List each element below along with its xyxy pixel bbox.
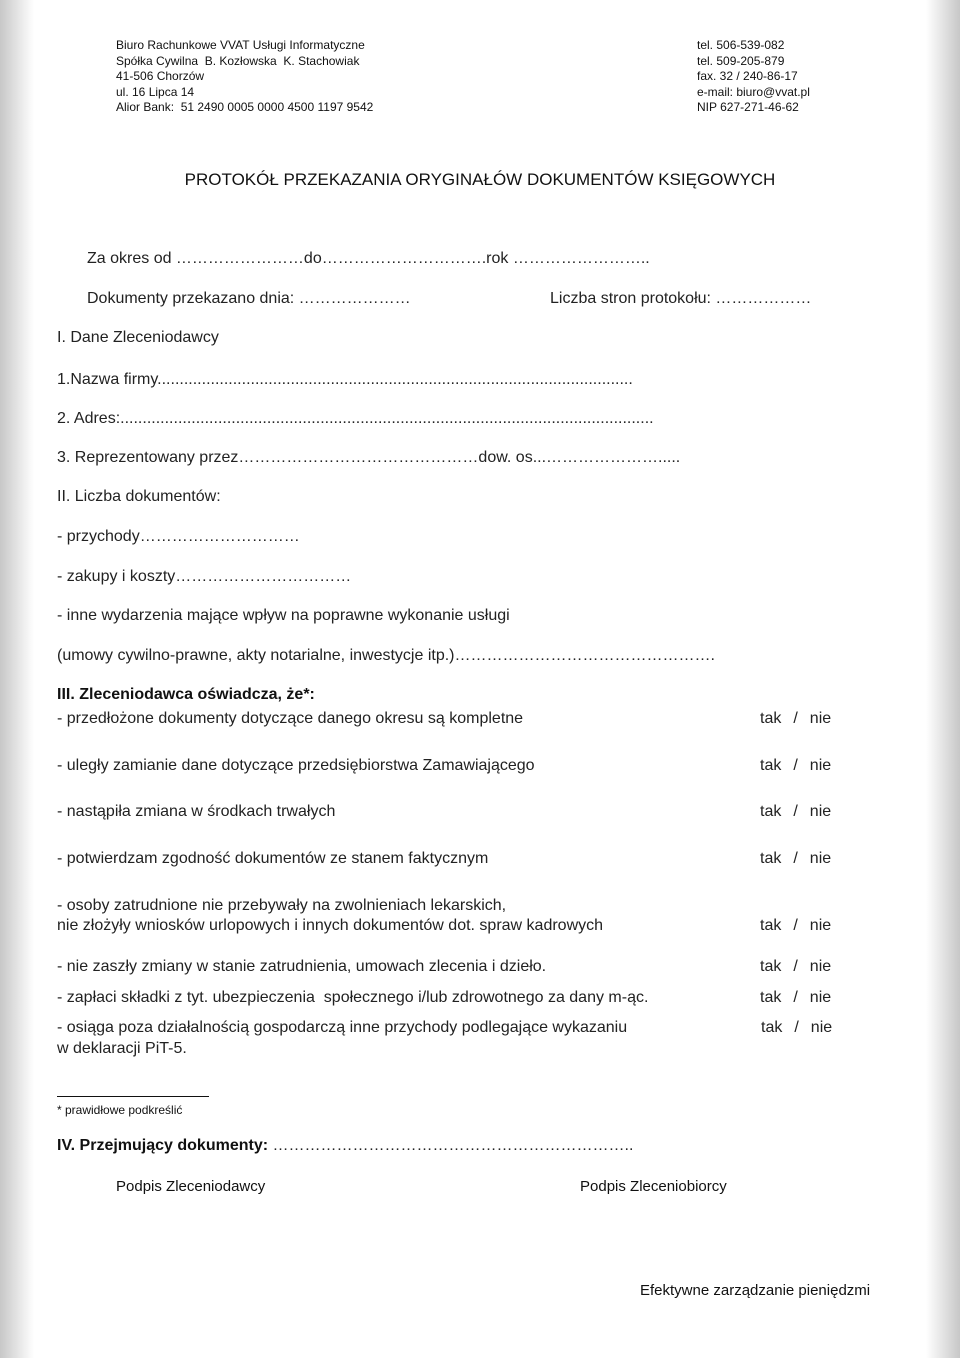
- yes-no-option[interactable]: [760, 989, 831, 1007]
- yes-option[interactable]: tak: [760, 757, 782, 774]
- statement-insurance-paid: - zapłaci składki z tyt. ubezpieczenia społecznego i/lub zdrowotnego za dany m-ąc.: [57, 989, 649, 1006]
- no-option[interactable]: nie: [809, 710, 832, 727]
- income-field[interactable]: - przychody…………………………: [57, 528, 300, 545]
- no-option[interactable]: nie: [809, 958, 832, 975]
- no-option[interactable]: nie: [809, 850, 832, 867]
- handover-date-field[interactable]: Dokumenty przekazano dnia: …………………: [87, 290, 411, 307]
- representative-field[interactable]: 3. Reprezentowany przez………………………………………dow. os...………………….....: [57, 449, 681, 466]
- yes-no-option[interactable]: [760, 958, 831, 976]
- no-option[interactable]: nie: [809, 757, 832, 774]
- company-bank-account: Alior Bank: 51 2490 0005 0000 4500 1197 9542: [116, 100, 374, 114]
- section-4-heading: IV. Przejmujący dokumenty:: [57, 1137, 269, 1154]
- no-option[interactable]: nie: [809, 803, 832, 820]
- pages-count-field[interactable]: Liczba stron protokołu: ………………: [550, 290, 812, 307]
- footnote-divider: [57, 1096, 209, 1097]
- company-info: [116, 38, 373, 116]
- page-shadow-right: [926, 0, 960, 1358]
- statement-docs-complete: - przedłożone dokumenty dotyczące danego okresu są kompletne: [57, 710, 524, 727]
- company-partners: Spółka Cywilna B. Kozłowska K. Stachowiak: [116, 53, 360, 68]
- yes-option[interactable]: tak: [760, 958, 782, 975]
- receiver-dots: …………………………………………………………..: [272, 1137, 634, 1154]
- statement-docs-consistent: - potwierdzam zgodność dokumentów ze stanem faktycznym: [57, 850, 489, 867]
- yes-option[interactable]: tak: [760, 989, 782, 1006]
- section-3-heading: III. Zleceniodawca oświadcza, że*:: [57, 686, 315, 703]
- receiver-field[interactable]: [57, 1137, 633, 1155]
- option-separator: /: [793, 757, 798, 774]
- company-name: Biuro Rachunkowe VVAT Usługi Informatyczne: [116, 38, 365, 52]
- no-option[interactable]: nie: [810, 1019, 833, 1036]
- yes-option[interactable]: tak: [760, 803, 782, 820]
- statement-company-data-changed: - uległy zamianie dane dotyczące przedsiębiorstwa Zamawiającego: [57, 757, 535, 774]
- yes-no-option[interactable]: [761, 1019, 832, 1037]
- option-separator: /: [793, 917, 798, 934]
- nip: NIP 627-271-46-62: [697, 100, 799, 114]
- fax: fax. 32 / 240-86-17: [697, 69, 798, 83]
- yes-no-option[interactable]: [760, 803, 831, 821]
- statement-other-income: - osiąga poza działalnością gospodarczą inne przychody podlegające wykazaniu: [57, 1019, 628, 1036]
- purchases-field[interactable]: - zakupy i koszty……………………………: [57, 568, 352, 585]
- statement-no-sick-leave: - osoby zatrudnione nie przebywały na zwolnieniach lekarskich,: [57, 897, 507, 914]
- other-events-label: - inne wydarzenia mające wpływ na poprawne wykonanie usługi: [57, 607, 510, 624]
- statement-fixed-assets-changed: - nastąpiła zmiana w środkach trwałych: [57, 803, 336, 820]
- period-field[interactable]: Za okres od ……………………do………………………….rok ……………………..: [87, 250, 650, 267]
- yes-no-option[interactable]: [760, 917, 831, 935]
- company-contact: [697, 38, 810, 116]
- statement-pit5: w deklaracji PiT-5.: [57, 1040, 187, 1057]
- yes-option[interactable]: tak: [760, 850, 782, 867]
- contractor-signature-label: Podpis Zleceniobiorcy: [580, 1178, 727, 1195]
- option-separator: /: [793, 803, 798, 820]
- option-separator: /: [794, 1019, 799, 1036]
- statement-employment-unchanged: - nie zaszły zmiany w stanie zatrudnienia, umowach zlecenia i dzieło.: [57, 958, 547, 975]
- yes-option[interactable]: tak: [760, 710, 782, 727]
- no-option[interactable]: nie: [809, 989, 832, 1006]
- other-events-field[interactable]: (umowy cywilno-prawne, akty notarialne, inwestycje itp.)………………………………………….: [57, 647, 715, 664]
- section-1-heading: I. Dane Zleceniodawcy: [57, 329, 219, 346]
- option-separator: /: [793, 710, 798, 727]
- yes-no-option[interactable]: [760, 710, 831, 728]
- section-2-heading: II. Liczba dokumentów:: [57, 488, 221, 505]
- phone-1: tel. 506-539-082: [697, 38, 785, 52]
- address-field[interactable]: 2. Adres:........................................................................................................................: [57, 410, 654, 427]
- document-title: PROTOKÓŁ PRZEKAZANIA ORYGINAŁÓW DOKUMENTÓW KSIĘGOWYCH: [184, 170, 776, 189]
- page-shadow-left: [0, 0, 34, 1358]
- statement-no-leave-requests: nie złożyły wniosków urlopowych i innych dokumentów dot. spraw kadrowych: [57, 917, 604, 934]
- yes-option[interactable]: tak: [761, 1019, 783, 1036]
- option-separator: /: [793, 989, 798, 1006]
- yes-no-option[interactable]: [760, 850, 831, 868]
- company-tagline: Efektywne zarządzanie pieniędzmi: [640, 1282, 871, 1299]
- option-separator: /: [793, 958, 798, 975]
- yes-option[interactable]: tak: [760, 917, 782, 934]
- no-option[interactable]: nie: [809, 917, 832, 934]
- company-street: ul. 16 Lipca 14: [116, 84, 195, 99]
- yes-no-option[interactable]: [760, 757, 831, 775]
- email: e-mail: biuro@vvat.pl: [697, 84, 810, 99]
- phone-2: tel. 509-205-879: [697, 53, 785, 68]
- client-signature-label: Podpis Zleceniodawcy: [116, 1178, 266, 1195]
- option-separator: /: [793, 850, 798, 867]
- footnote: * prawidłowe podkreślić: [57, 1103, 183, 1117]
- firm-name-field[interactable]: 1.Nazwa firmy...........................................................................................................: [57, 371, 633, 388]
- company-postcode: 41-506 Chorzów: [116, 69, 205, 83]
